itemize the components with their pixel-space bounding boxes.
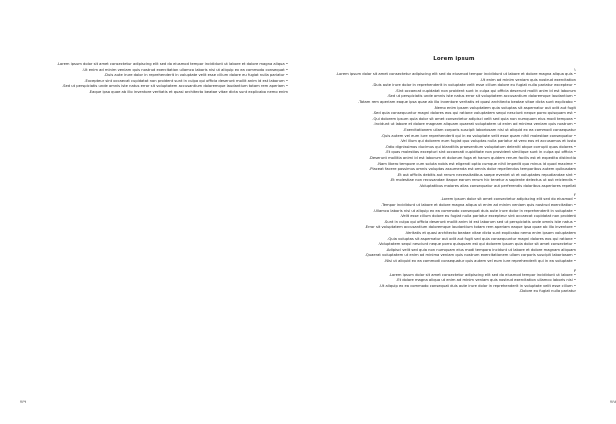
list-item: Ut enim ad minim veniam quis nostrud exercitation. [479, 77, 576, 82]
left-page [0, 0, 300, 424]
page-title: Lorem ipsum [433, 56, 475, 62]
list-item: • Ut enim ad minim veniam quis nostrud exercitation ullamco laboris nisi ut aliquip ex ea commodo consequat. [82, 67, 288, 72]
list-item: • Sed ut perspiciatis unde omnis iste natus error sit voluptatem accusantium doloremque laudantium totam rem aperiam. [61, 84, 288, 89]
list-item: • Lorem ipsum dolor sit amet consectetur adipiscing elit sed do eiusmod tempor incididunt ut labore. [388, 272, 576, 277]
list-item: • Sed ut perspiciatis unde omnis iste natus error sit voluptatem accusantium doloremque laudantium. [387, 94, 576, 99]
list-item: • Et quas molestias excepturi sint occaecati cupiditate non provident similique sunt in culpa qui officia. [385, 150, 576, 155]
list-item: • Incidunt ut labore et dolore magnam aliquam quaerat voluptatem ut enim ad minima veniam quis nostrum. [373, 122, 576, 127]
list-item: Veritatis et quasi architecto beatae vitae dicta sunt explicabo nemo enim ipsam voluptatem. [404, 231, 576, 236]
list-item: Adipisci velit sed quia non numquam eius modi tempora incidunt ut labore et dolore magnam aliquam. [385, 247, 576, 252]
page-number-left: ۷۶۹ [20, 399, 27, 404]
list-item: Exercitationem ullam corporis suscipit laboriosam nisi ut aliquid ex ea commodi consequatur. [403, 127, 576, 132]
right-page-text [332, 56, 576, 295]
list-item: Eaque ipsa quae ab illo inventore veritatis et quasi architecto beatae vitae dicta sunt explicabo nemo enim. [88, 89, 288, 94]
list-item: • Totam rem aperiam eaque ipsa quae ab illo inventore veritatis et quasi architecto beatae vitae dicta sunt explicabo. [358, 99, 576, 104]
list-item: • Tempor incididunt ut labore et dolore magna aliqua ut enim ad minim veniam quis nostrud exercitation. [380, 203, 576, 208]
list-item: • Quis autem vel eum iure reprehenderit qui in ea voluptate velit esse quam nihil molestiae consequatur. [380, 133, 576, 138]
list-item: Dolore eu fugiat nulla pariatur. [519, 289, 576, 294]
list-item: • Excepteur sint occaecat cupidatat non proident sunt in culpa qui officia deserunt mollit anim id est laborum. [84, 78, 288, 83]
list-item: • Sunt in culpa qui officia deserunt mollit anim id est laborum sed ut perspiciatis unde omnis iste natus. [383, 219, 576, 224]
list-item: • Error sit voluptatem accusantium doloremque laudantium totam rem aperiam eaque ipsa quae ab illo inventore. [364, 225, 576, 230]
left-page-text [44, 62, 288, 96]
list-item: • Odio dignissimos ducimus qui blanditiis praesentium voluptatum deleniti atque corrupti quos dolores. [384, 144, 576, 149]
list-item: • Quia voluptas sit aspernatur aut odit aut fugit sed quia consequuntur magni dolores eos qui ratione. [387, 236, 576, 241]
list-item: • Lorem ipsum dolor sit amet consectetur adipiscing elit sed do eiusmod tempor incididunt ut labore et dolore magna aliqua quis. [335, 72, 576, 76]
section-number: ۱ [573, 67, 576, 72]
list-item: • Ullamco laboris nisi ut aliquip ex ea commodo consequat duis aute irure dolor in reprehenderit in voluptate. [373, 208, 576, 213]
list-item: • Ut aliquip ex ea commodo consequat duis aute irure dolor in reprehenderit in voluptate velit esse cillum. [378, 283, 576, 288]
list-item: Placeat facere possimus omnis voluptas assumenda est omnis dolor repellendus temporibus autem quibusdam. [369, 167, 576, 172]
section-number: ۲ [573, 192, 576, 198]
list-item: • Duis aute irure dolor in reprehenderit in voluptate velit esse cillum dolore eu fugiat nulla pariatur excepteur. [372, 83, 576, 88]
list-item: • Duis aute irure dolor in reprehenderit in voluptate velit esse cillum dolore eu fugiat nulla pariatur. [103, 73, 288, 78]
list-item: • Lorem ipsum dolor sit amet consectetur adipiscing elit sed do eiusmod. [440, 197, 576, 202]
list-item: Deserunt mollitia animi id est laborum et dolorum fuga et harum quidem rerum facilis est et expedita distinctio. [368, 155, 576, 160]
list-item: • Nam libero tempore cum soluta nobis est eligendi optio cumque nihil impedit quo minus id quod maxime. [377, 161, 576, 166]
list-item: Voluptatibus maiores alias consequatur aut perferendis doloribus asperiores repellat. [418, 183, 576, 188]
list-item: Sint occaecat cupidatat non proident sunt in culpa qui officia deserunt mollit anim id est laborum. [395, 88, 576, 93]
list-item: Velit esse cillum dolore eu fugiat nulla pariatur excepteur sint occaecat cupidatat non proident. [399, 214, 576, 219]
list-item: • Et dolore magna aliqua ut enim ad minim veniam quis nostrud exercitation ullamco laboris nisi. [396, 278, 576, 283]
section-number: ۳ [573, 267, 576, 273]
list-item: Vel illum qui dolorem eum fugiat quo voluptas nulla pariatur at vero eos et accusamus et iusto. [399, 139, 576, 144]
list-item: Nemo enim ipsam voluptatem quia voluptas sit aspernatur aut odit aut fugit. [433, 105, 576, 110]
list-item: • Quaerat voluptatem ut enim ad minima veniam quis nostrum exercitationem ullam corporis suscipit laboriosam. [364, 253, 576, 258]
list-item: • Nisi ut aliquid ex ea commodi consequatur quis autem vel eum iure reprehenderit qui in ea voluptate. [384, 259, 576, 263]
list-item: • Et molestiae non recusandae itaque earum rerum hic tenetur a sapiente delectus ut aut reiciendis. [389, 178, 576, 183]
list-item: • Qui dolorem ipsum quia dolor sit amet consectetur adipisci velit sed quia non numquam eius modi tempora. [372, 116, 576, 121]
list-item: • Sed quia consequuntur magni dolores eos qui ratione voluptatem sequi nesciunt neque porro quisquam est. [372, 111, 576, 116]
list-item: • Et aut officiis debitis aut rerum necessitatibus saepe eveniet ut et voluptates repudiandae sint. [396, 172, 576, 177]
list-item: • Lorem ipsum dolor sit amet consectetur adipiscing elit sed do eiusmod tempor incididunt ut labore et dolore magna aliqua. [56, 62, 288, 66]
list-item: • Voluptatem sequi nesciunt neque porro quisquam est qui dolorem ipsum quia dolor sit amet consectetur. [377, 242, 576, 247]
right-page [300, 0, 616, 424]
page-number-right: ۷۶۸ [610, 399, 616, 404]
